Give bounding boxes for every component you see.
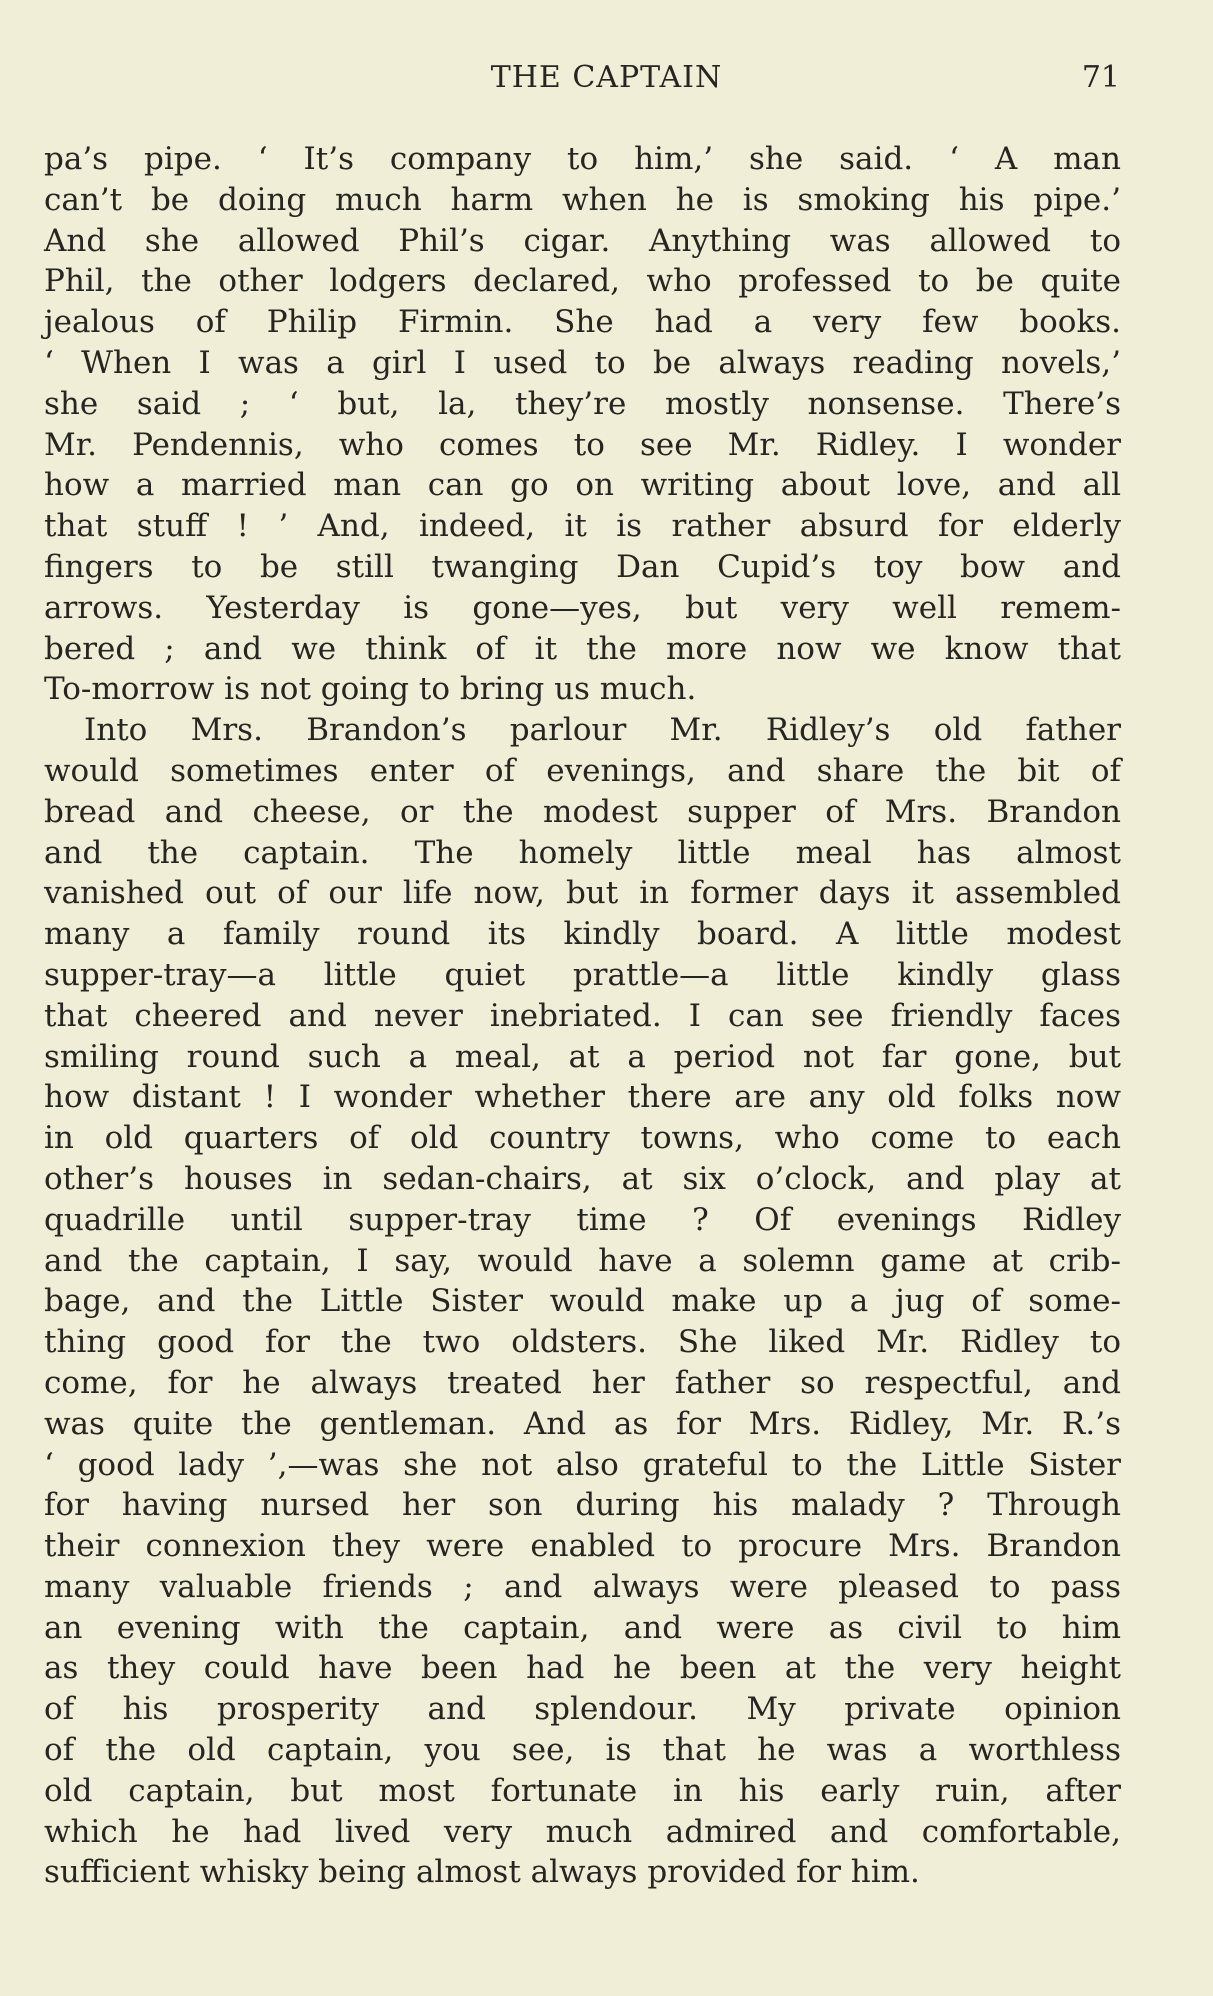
text-line: as they could have been had he been at the very height bbox=[44, 1650, 1121, 1687]
text-line: how distant ! I wonder whether there are any old folks now bbox=[44, 1079, 1121, 1116]
text-line: Mr. Pendennis, who comes to see Mr. Ridley. I wonder bbox=[44, 426, 1121, 463]
text-line-paragraph-end: To-morrow is not going to bring us much. bbox=[44, 671, 697, 708]
text-line: vanished out of our life now, but in former days it assembled bbox=[44, 875, 1121, 912]
text-line: thing good for the two oldsters. She liked Mr. Ridley to bbox=[44, 1324, 1121, 1361]
text-line: And she allowed Phil’s cigar. Anything was allowed to bbox=[44, 222, 1121, 259]
text-line: quadrille until supper-tray time ? Of evenings Ridley bbox=[44, 1201, 1121, 1238]
page-number: 71 bbox=[1081, 60, 1120, 95]
text-line: many valuable friends ; and always were pleased to pass bbox=[44, 1568, 1121, 1605]
text-line: bered ; and we think of it the more now we know that bbox=[44, 630, 1121, 667]
text-line: that cheered and never inebriated. I can see friendly faces bbox=[44, 997, 1121, 1034]
text-line: other’s houses in sedan-chairs, at six o’clock, and play at bbox=[44, 1160, 1121, 1197]
text-line: that stuff ! ’ And, indeed, it is rather absurd for elderly bbox=[44, 508, 1121, 545]
text-line: ‘ good lady ’,—was she not also grateful to the Little Sister bbox=[44, 1446, 1121, 1483]
text-line: old captain, but most fortunate in his early ruin, after bbox=[44, 1772, 1121, 1809]
running-head bbox=[0, 58, 1213, 98]
text-line: of the old captain, you see, is that he was a worthless bbox=[44, 1732, 1121, 1769]
text-line: an evening with the captain, and were as civil to him bbox=[44, 1609, 1121, 1646]
text-line: smiling round such a meal, at a period not far gone, but bbox=[44, 1038, 1121, 1075]
text-line: bage, and the Little Sister would make up a jug of some- bbox=[44, 1283, 1121, 1320]
text-line: in old quarters of old country towns, who come to each bbox=[44, 1120, 1121, 1157]
text-line: would sometimes enter of evenings, and share the bit of bbox=[44, 752, 1121, 789]
body-text bbox=[44, 139, 1121, 1893]
text-line: and the captain, I say, would have a solemn game at crib- bbox=[44, 1242, 1121, 1279]
text-line: Phil, the other lodgers declared, who professed to be quite bbox=[44, 263, 1121, 300]
text-line: come, for he always treated her father so respectful, and bbox=[44, 1364, 1121, 1401]
text-line: for having nursed her son during his malady ? Through bbox=[44, 1487, 1121, 1524]
text-line: supper-tray—a little quiet prattle—a little kindly glass bbox=[44, 956, 1121, 993]
text-line: and the captain. The homely little meal has almost bbox=[44, 834, 1121, 871]
text-line: bread and cheese, or the modest supper of Mrs. Brandon bbox=[44, 793, 1121, 830]
text-line: arrows. Yesterday is gone—yes, but very well remem- bbox=[44, 589, 1121, 626]
text-line-paragraph-end: sufficient whisky being almost always provided for him. bbox=[44, 1854, 920, 1891]
text-line: how a married man can go on writing about love, and all bbox=[44, 467, 1121, 504]
text-line: which he had lived very much admired and comfortable, bbox=[44, 1813, 1121, 1850]
text-line: can’t be doing much harm when he is smoking his pipe.’ bbox=[44, 181, 1121, 218]
running-title: THE CAPTAIN bbox=[490, 60, 723, 95]
text-line: fingers to be still twanging Dan Cupid’s toy bow and bbox=[44, 548, 1121, 585]
text-line: pa’s pipe. ‘ It’s company to him,’ she said. ‘ A man bbox=[44, 141, 1121, 177]
text-line-paragraph-start: Into Mrs. Brandon’s parlour Mr. Ridley’s old father bbox=[84, 712, 1121, 749]
text-line: their connexion they were enabled to procure Mrs. Brandon bbox=[44, 1528, 1121, 1565]
text-line: of his prosperity and splendour. My private opinion bbox=[44, 1691, 1121, 1728]
text-line: ‘ When I was a girl I used to be always reading novels,’ bbox=[44, 344, 1121, 381]
text-line: many a family round its kindly board. A little modest bbox=[44, 916, 1121, 953]
text-line: jealous of Philip Firmin. She had a very few books. bbox=[44, 304, 1121, 341]
text-line: was quite the gentleman. And as for Mrs. Ridley, Mr. R.’s bbox=[44, 1405, 1121, 1442]
text-line: she said ; ‘ but, la, they’re mostly nonsense. There’s bbox=[44, 385, 1121, 422]
